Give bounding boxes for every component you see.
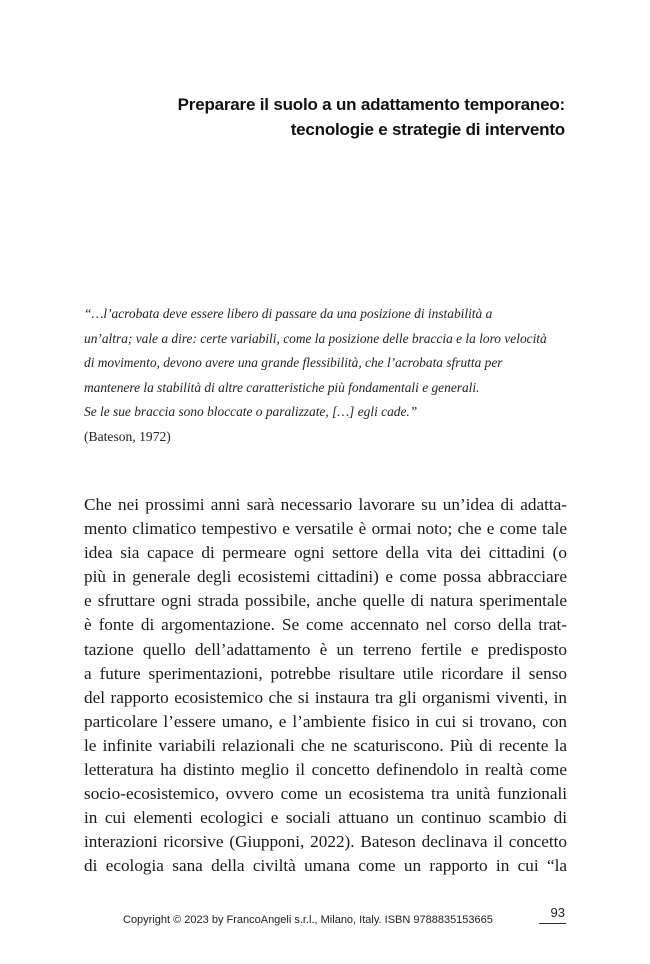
epigraph-line: un’altra; vale a dire: certe variabili, come la posizione delle braccia e la loro velocità (84, 330, 547, 346)
chapter-heading (85, 92, 565, 142)
chapter-heading-line-1: Preparare il suolo a un adattamento temporaneo: (177, 95, 565, 114)
body-line: in cui elementi ecologici e sociali attuano un continuo scambio di (84, 808, 567, 828)
copyright-notice: Copyright © 2023 by FrancoAngeli s.r.l., Milano, Italy. ISBN 9788835153665 (123, 914, 493, 926)
epigraph-citation: (Bateson, 1972) (84, 428, 171, 444)
body-line: Che nei prossimi anni sarà necessario lavorare su un’idea di adatta- (84, 495, 567, 514)
body-line: le infinite variabili relazionali che ne scaturiscono. Più di recente la (84, 735, 567, 755)
body-line: è fonte di argomentazione. Se come accennato nel corso della trat- (84, 615, 567, 635)
body-line: socio-ecosistemico, ovvero come un ecosistema tra unità funzionali (84, 784, 567, 804)
body-line: mento climatico tempestivo e versatile è ormai noto; che e come tale (84, 519, 567, 539)
body-line: tazione quello dell’adattamento è un terreno fertile e predisposto (84, 639, 567, 659)
page-number-rule (539, 923, 566, 924)
epigraph-line: Se le sue braccia sono bloccate o paralizzate, […] egli cade.” (84, 404, 418, 420)
epigraph-quote (84, 302, 574, 450)
body-line: e sfruttare ogni strada possibile, anche quelle di natura sperimentale (84, 591, 567, 611)
chapter-heading-line-2: tecnologie e strategie di intervento (290, 120, 565, 139)
page-number: 93 (550, 905, 565, 920)
body-line: del rapporto ecosistemico che si instaura tra gli organismi viventi, in (84, 687, 567, 707)
epigraph-line: mantenere la stabilità di altre caratteristiche più fondamentali e generali. (84, 379, 480, 395)
body-line: particolare l’essere umano, e l’ambiente fisico in cui si trovano, con (84, 711, 567, 731)
epigraph-line: di movimento, devono avere una grande flessibilità, che l’acrobata sfrutta per (84, 355, 503, 371)
body-line: idea sia capace di permeare ogni settore della vita dei cittadini (o (84, 543, 567, 563)
page-footer (0, 899, 650, 939)
body-line: più in generale degli ecosistemi cittadini) e come possa abbracciare (84, 567, 567, 587)
epigraph-line: “…l’acrobata deve essere libero di passare da una posizione di instabilità a (84, 306, 493, 321)
body-line: di ecologia sana della civiltà umana come un rapporto in cui “la (84, 856, 567, 876)
body-line: interazioni ricorsive (Giupponi, 2022). Bateson declinava il concetto (84, 832, 567, 852)
body-paragraph (84, 493, 567, 879)
body-line: a future sperimentazioni, potrebbe risultare utile ricordare il senso (84, 663, 567, 683)
body-line: letteratura ha distinto meglio il concetto definendolo in realtà come (84, 760, 567, 780)
